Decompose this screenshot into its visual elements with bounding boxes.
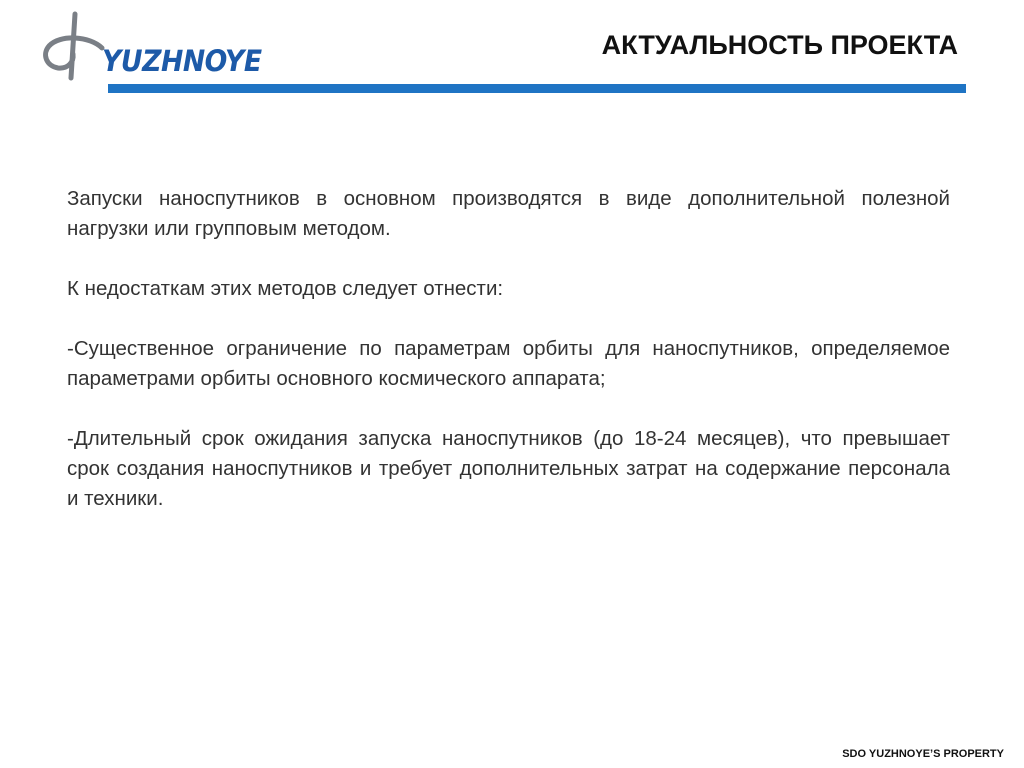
footer-property-note: SDO YUZHNOYE’S PROPERTY xyxy=(842,748,1004,760)
rocket-emblem-icon xyxy=(40,8,110,86)
paragraph-drawback-orbit: -Существенное ограничение по параметрам орбиты для наноспутников, определяемое параметрами орбиты основного космического аппарата; xyxy=(67,337,950,390)
page-title: АКТУАЛЬНОСТЬ ПРОЕКТА xyxy=(601,30,958,60)
paragraph-drawback-waiting: -Длительный срок ожидания запуска наноспутников (до 18-24 месяцев), что превышает срок создания наноспутников и требует дополнительных затрат на содержание персонала и техники. xyxy=(67,427,950,510)
paragraph-drawbacks-heading: К недостаткам этих методов следует отнести: xyxy=(67,277,504,300)
logo-wordmark: YUZHNOYE xyxy=(102,44,262,78)
company-logo xyxy=(40,8,290,86)
title-divider xyxy=(108,84,966,93)
body-text xyxy=(67,184,950,544)
paragraph-intro: Запуски наноспутников в основном производятся в виде дополнительной полезной нагрузки или групповым методом. xyxy=(67,187,950,240)
